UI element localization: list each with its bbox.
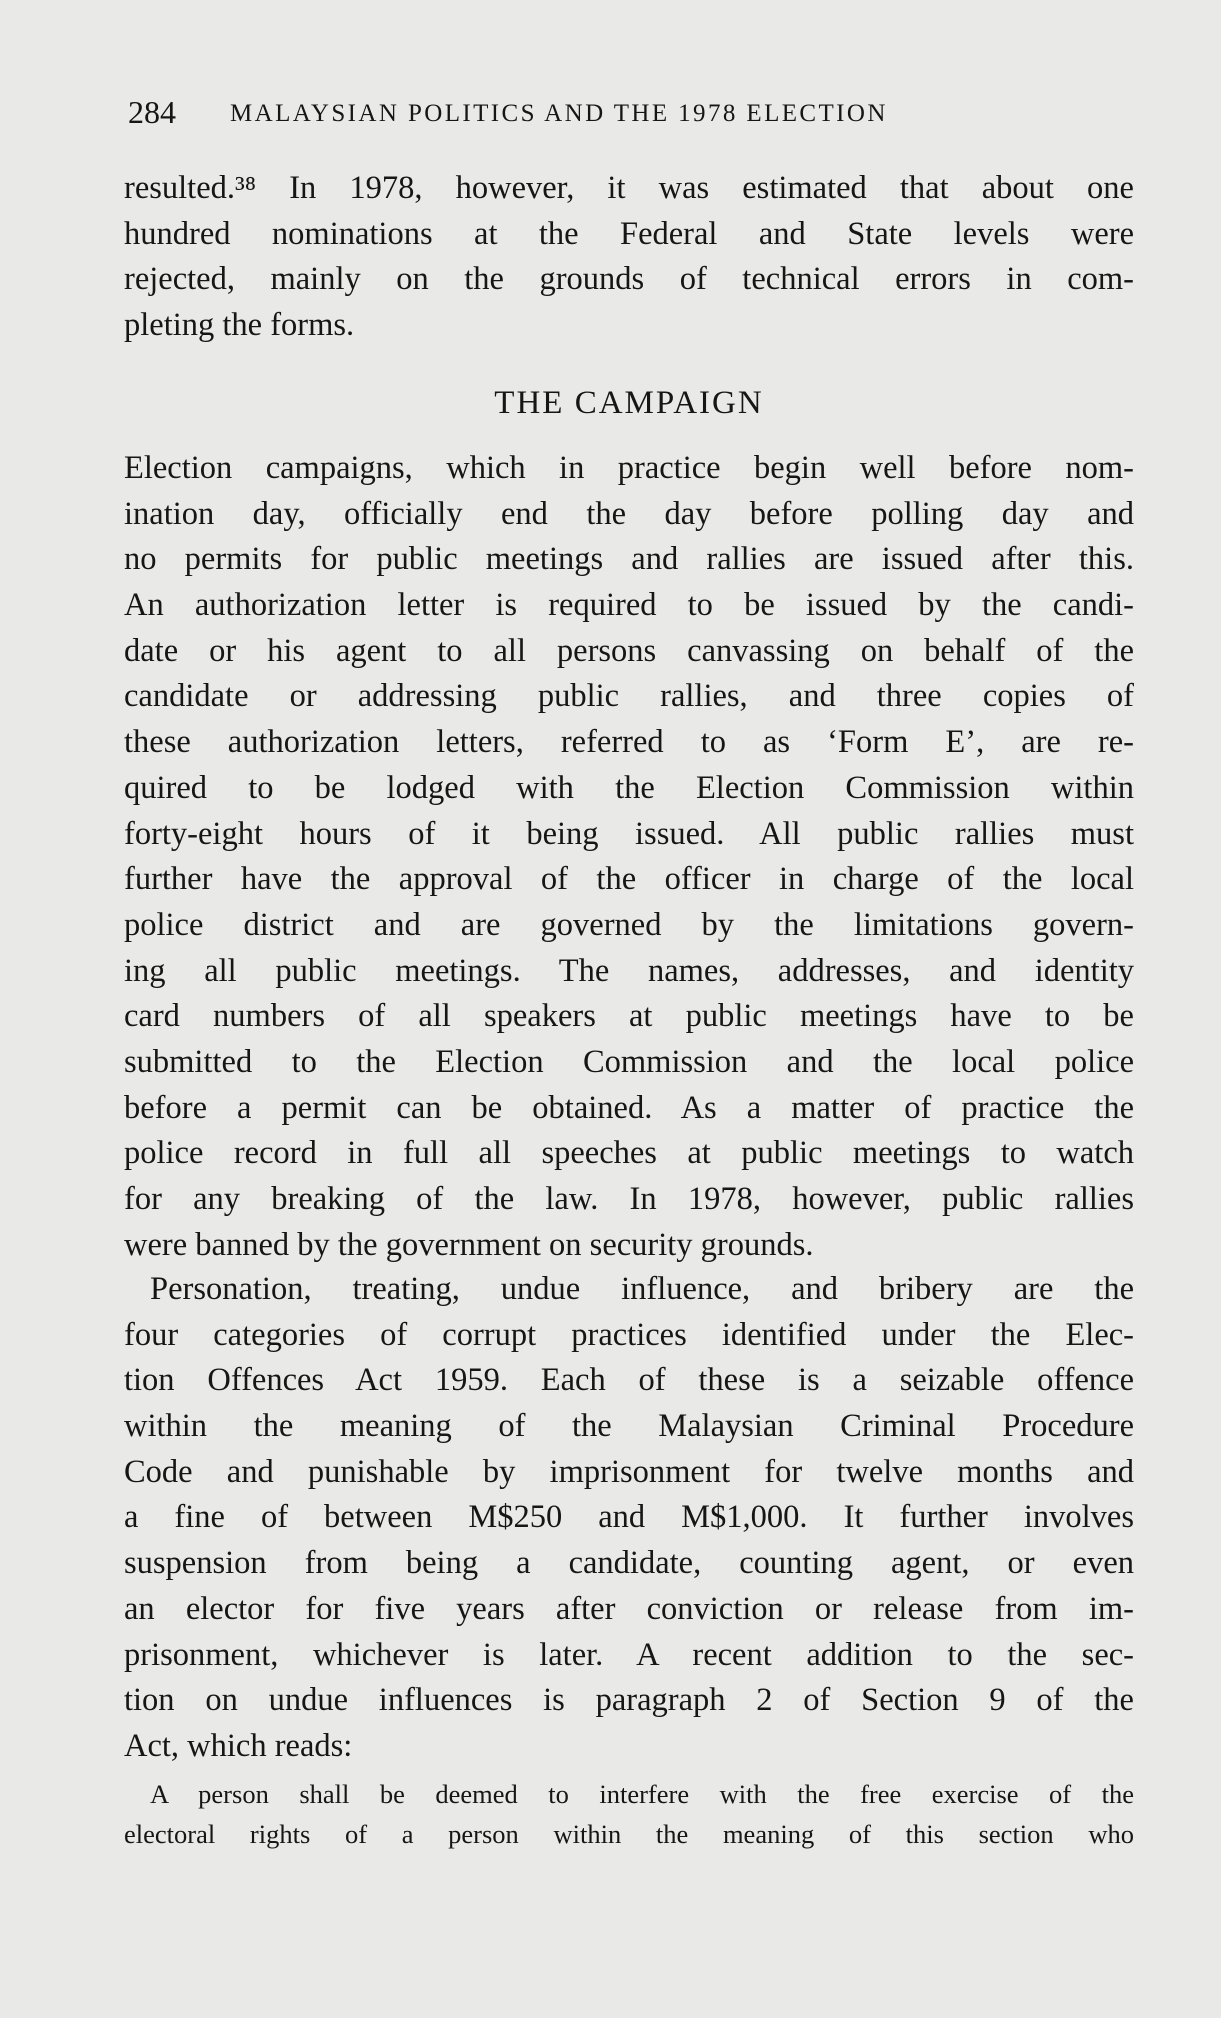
text-line: within the meaning of the Malaysian Criminal Procedure (124, 1408, 1134, 1445)
page-number: 284 (128, 94, 176, 130)
text-line: tion on undue influences is paragraph 2 of Section 9 of the (124, 1682, 1134, 1719)
running-header (124, 94, 1134, 134)
paragraph-1 (124, 166, 1134, 349)
text-line: further have the approval of the officer in charge of the local (124, 861, 1134, 898)
text-line: forty-eight hours of it being issued. All public rallies must (124, 815, 1134, 852)
text-line: A person shall be deemed to interfere with the free exercise of the (150, 1779, 1134, 1809)
text-line: An authorization letter is required to be issued by the candi- (124, 587, 1134, 624)
block-quote (124, 1774, 1134, 1854)
text-line: prisonment, whichever is later. A recent addition to the sec- (124, 1636, 1134, 1673)
text-line: date or his agent to all persons canvassing on behalf of the (124, 632, 1134, 669)
text-line: submitted to the Election Commission and the local police (124, 1043, 1134, 1080)
text-line: police record in full all speeches at public meetings to watch (124, 1135, 1134, 1172)
text-line: hundred nominations at the Federal and State levels were (124, 215, 1134, 252)
text-line: no permits for public meetings and rallies are issued after this. (124, 541, 1134, 578)
text-line: ing all public meetings. The names, addresses, and identity (124, 952, 1134, 989)
text-line: ination day, officially end the day before polling day and (124, 495, 1134, 532)
text-line: a fine of between M$250 and M$1,000. It further involves (124, 1499, 1134, 1536)
text-line: Personation, treating, undue influence, and bribery are the (150, 1271, 1134, 1307)
text-line: quired to be lodged with the Election Commission within (124, 769, 1134, 806)
text-line: pleting the forms. (124, 307, 355, 344)
section-heading: THE CAMPAIGN (494, 385, 764, 421)
text-line: candidate or addressing public rallies, and three copies of (124, 678, 1134, 715)
text-line: police district and are governed by the limitations govern- (124, 906, 1134, 943)
text-line: four categories of corrupt practices identified under the Elec- (124, 1316, 1134, 1353)
text-line: these authorization letters, referred to as ‘Form E’, are re- (124, 724, 1134, 761)
text-line: resulted.³⁸ In 1978, however, it was estimated that about one (124, 170, 1134, 206)
running-title: MALAYSIAN POLITICS AND THE 1978 ELECTION (230, 100, 888, 127)
text-line: were banned by the government on security grounds. (124, 1226, 814, 1263)
paragraph-2 (124, 446, 1134, 1268)
text-line: Code and punishable by imprisonment for twelve months and (124, 1453, 1134, 1490)
text-line: electoral rights of a person within the meaning of this section who (124, 1819, 1134, 1849)
text-line: an elector for five years after conviction or release from im- (124, 1590, 1134, 1627)
text-line: for any breaking of the law. In 1978, however, public rallies (124, 1181, 1134, 1217)
text-line: card numbers of all speakers at public meetings have to be (124, 998, 1134, 1035)
text-line: Election campaigns, which in practice begin well before nom- (124, 450, 1134, 486)
text-line: suspension from being a candidate, counting agent, or even (124, 1545, 1134, 1582)
text-line: before a permit can be obtained. As a matter of practice the (124, 1089, 1134, 1126)
text-line: tion Offences Act 1959. Each of these is a seizable offence (124, 1362, 1134, 1399)
text-line: Act, which reads: (124, 1727, 353, 1764)
paragraph-3 (124, 1267, 1134, 1770)
text-line: rejected, mainly on the grounds of technical errors in com- (124, 261, 1134, 298)
